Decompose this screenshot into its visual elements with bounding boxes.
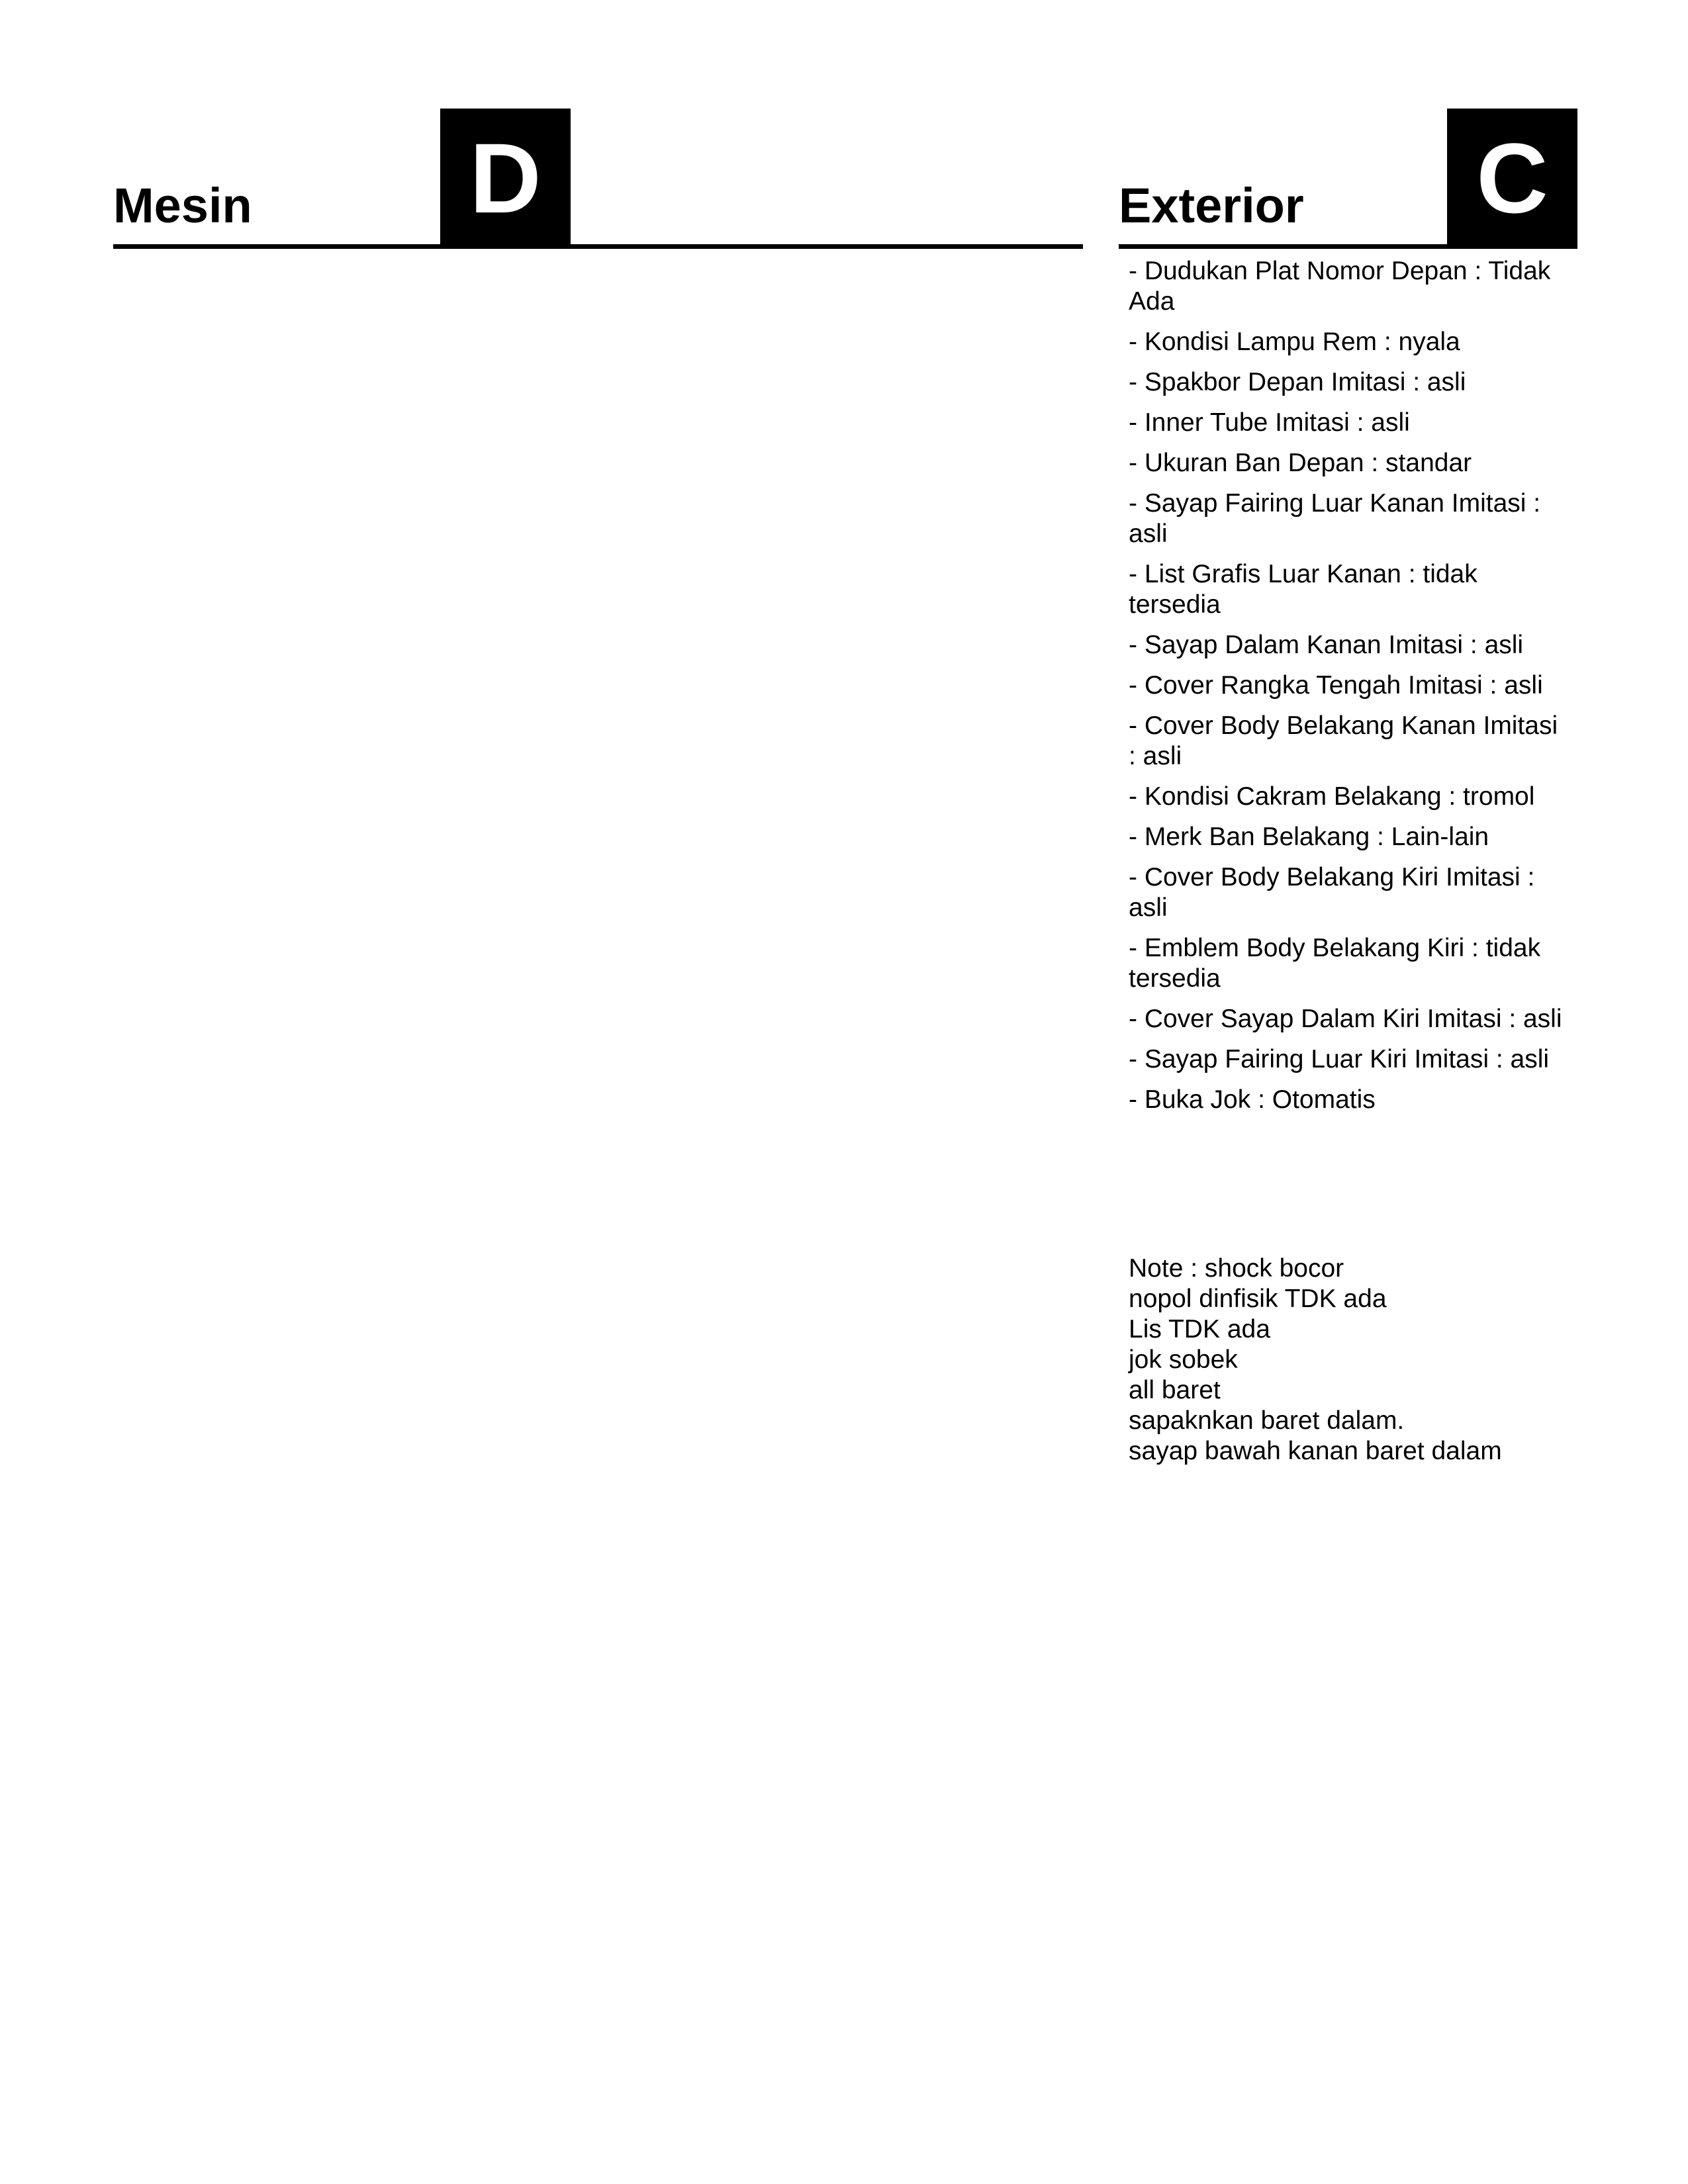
note-line: nopol dinfisik TDK ada xyxy=(1129,1285,1387,1313)
list-item: - List Grafis Luar Kanan : tidak tersedia xyxy=(1129,560,1477,619)
list-item: - Ukuran Ban Depan : standar xyxy=(1129,449,1472,477)
section-header-exterior xyxy=(1119,109,1577,249)
grade-badge-exterior xyxy=(1447,109,1577,245)
list-item: - Cover Rangka Tengah Imitasi : asli xyxy=(1129,671,1543,700)
note-line: sapaknkan baret dalam. xyxy=(1129,1406,1405,1435)
note-line: sayap bawah kanan baret dalam xyxy=(1129,1437,1502,1465)
list-item: - Inner Tube Imitasi : asli xyxy=(1129,408,1410,437)
list-item: - Cover Sayap Dalam Kiri Imitasi : asli xyxy=(1129,1005,1562,1033)
note-line: Note : shock bocor xyxy=(1129,1254,1344,1283)
list-item: - Emblem Body Belakang Kiri : tidak tersedia xyxy=(1129,934,1541,993)
section-title-mesin: Mesin xyxy=(113,178,252,233)
list-item: - Merk Ban Belakang : Lain-lain xyxy=(1129,823,1489,851)
list-item: - Buka Jok : Otomatis xyxy=(1129,1085,1376,1114)
section-divider-mesin xyxy=(113,244,1083,249)
list-item: - Sayap Fairing Luar Kanan Imitasi : asli xyxy=(1129,489,1541,548)
grade-letter-exterior: C xyxy=(1476,122,1548,234)
list-item: - Dudukan Plat Nomor Depan : Tidak Ada xyxy=(1129,257,1551,316)
list-item: - Sayap Fairing Luar Kiri Imitasi : asli xyxy=(1129,1045,1550,1073)
section-divider-exterior xyxy=(1119,244,1577,249)
list-item: - Kondisi Lampu Rem : nyala xyxy=(1129,328,1460,356)
list-item: - Spakbor Depan Imitasi : asli xyxy=(1129,368,1466,396)
list-item: - Cover Body Belakang Kanan Imitasi : asli xyxy=(1129,711,1558,770)
note-line: Lis TDK ada xyxy=(1129,1315,1270,1343)
note-line: all baret xyxy=(1129,1376,1221,1404)
section-header-mesin xyxy=(113,109,1083,249)
exterior-item-list xyxy=(1129,256,1566,1125)
note-line: jok sobek xyxy=(1129,1345,1238,1374)
grade-badge-mesin xyxy=(440,109,571,245)
list-item: - Sayap Dalam Kanan Imitasi : asli xyxy=(1129,631,1524,659)
list-item: - Kondisi Cakram Belakang : tromol xyxy=(1129,782,1535,811)
section-title-exterior: Exterior xyxy=(1119,178,1304,233)
grade-letter-mesin: D xyxy=(469,122,541,234)
inspection-note xyxy=(1129,1253,1566,1467)
mesin-item-list xyxy=(113,254,1083,320)
list-item: - Cover Body Belakang Kiri Imitasi : asli xyxy=(1129,863,1535,922)
